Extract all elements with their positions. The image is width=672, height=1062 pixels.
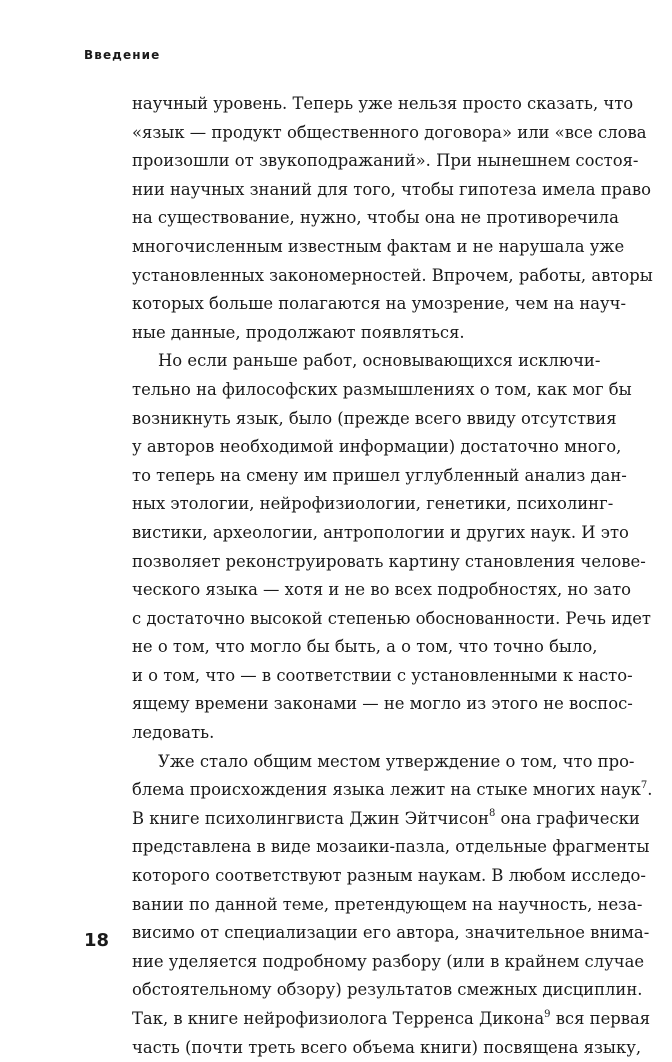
text-line: на существование, нужно, чтобы она не противоречила bbox=[132, 208, 619, 228]
text-line bbox=[132, 776, 653, 805]
text-line-part: она графически bbox=[495, 808, 640, 828]
text-line: Уже стало общим местом утверждение о том, что про- bbox=[158, 751, 635, 771]
text-line-part: В книге психолингвиста Джин Эйтчисон bbox=[132, 808, 489, 828]
text-line: научный уровень. Теперь уже нельзя просто сказать, что bbox=[132, 94, 634, 113]
text-line-part: Так, в книге нейрофизиолога Терренса Дикона bbox=[132, 1009, 545, 1028]
text-line: вистики, археологии, антропологии и других наук. И это bbox=[132, 522, 629, 542]
paragraph-2 bbox=[132, 347, 651, 747]
text-line: и о том, что — в соответствии с установленными к насто- bbox=[132, 665, 633, 685]
text-line: часть (почти треть всего объема книги) посвящена языку, bbox=[132, 1037, 642, 1057]
text-line-part: блема происхождения языка лежит на стыке многих наук bbox=[132, 780, 641, 800]
text-line: представлена в виде мозаики-пазла, отдельные фрагменты bbox=[132, 837, 650, 857]
running-head: Введение bbox=[84, 48, 161, 62]
text-line bbox=[132, 1005, 651, 1034]
text-line bbox=[132, 805, 640, 834]
text-line: которых больше полагаются на умозрение, чем на науч- bbox=[132, 294, 627, 314]
body-text bbox=[132, 90, 653, 1062]
text-line: не о том, что могло бы быть, а о том, что точно было, bbox=[132, 637, 598, 657]
text-line-part: . bbox=[647, 780, 653, 800]
text-line: тельно на философских размышлениях о том, как мог бы bbox=[132, 379, 632, 399]
footnote-ref-8[interactable]: 8 bbox=[488, 808, 496, 820]
text-line: установленных закономерностей. Впрочем, работы, авторы bbox=[132, 265, 653, 285]
paragraph-3 bbox=[132, 748, 653, 1062]
text-line: висимо от специализации его автора, значительное внима- bbox=[132, 923, 650, 943]
text-line-part: вся первая bbox=[550, 1009, 651, 1028]
text-line: вании по данной теме, претендующем на научность, неза- bbox=[132, 894, 643, 914]
text-line: произошли от звукоподражаний». При нынешнем состоя- bbox=[132, 151, 639, 171]
text-line: возникнуть язык, было (прежде всего ввиду отсутствия bbox=[132, 408, 617, 428]
text-line: нии научных знаний для того, чтобы гипотеза имела право bbox=[132, 179, 652, 199]
page-number: 18 bbox=[84, 930, 110, 951]
footnote-ref-9[interactable]: 9 bbox=[544, 1008, 551, 1020]
text-line: Но если раньше работ, основывающихся исключи- bbox=[158, 351, 601, 371]
text-line: у авторов необходимой информации) достаточно много, bbox=[132, 437, 622, 457]
text-line: ческого языка — хотя и не во всех подробностях, но зато bbox=[132, 580, 632, 600]
text-line: ные данные, продолжают появляться. bbox=[132, 322, 465, 342]
text-line: ящему времени законами — не могло из этого не воспос- bbox=[132, 694, 633, 714]
footnote-ref-7[interactable]: 7 bbox=[640, 779, 648, 791]
text-line: многочисленным известным фактам и не нарушала уже bbox=[132, 236, 625, 256]
text-line: позволяет реконструировать картину становления челове- bbox=[132, 551, 646, 571]
text-line: которого соответствуют разным наукам. В любом исследо- bbox=[132, 866, 646, 886]
text-line: ледовать. bbox=[132, 723, 215, 743]
text-line: «язык — продукт общественного договора» или «все слова bbox=[132, 122, 647, 142]
text-line: обстоятельному обзору) результатов смежных дисциплин. bbox=[132, 980, 643, 1000]
paragraph-1 bbox=[132, 90, 653, 347]
text-line: ние уделяется подробному разбору (или в крайнем случае bbox=[132, 951, 645, 971]
text-line: ных этологии, нейрофизиологии, генетики, психолинг- bbox=[132, 494, 614, 514]
text-line: с достаточно высокой степенью обоснованности. Речь идет bbox=[132, 608, 651, 628]
text-line: то теперь на смену им пришел углубленный анализ дан- bbox=[132, 465, 627, 485]
